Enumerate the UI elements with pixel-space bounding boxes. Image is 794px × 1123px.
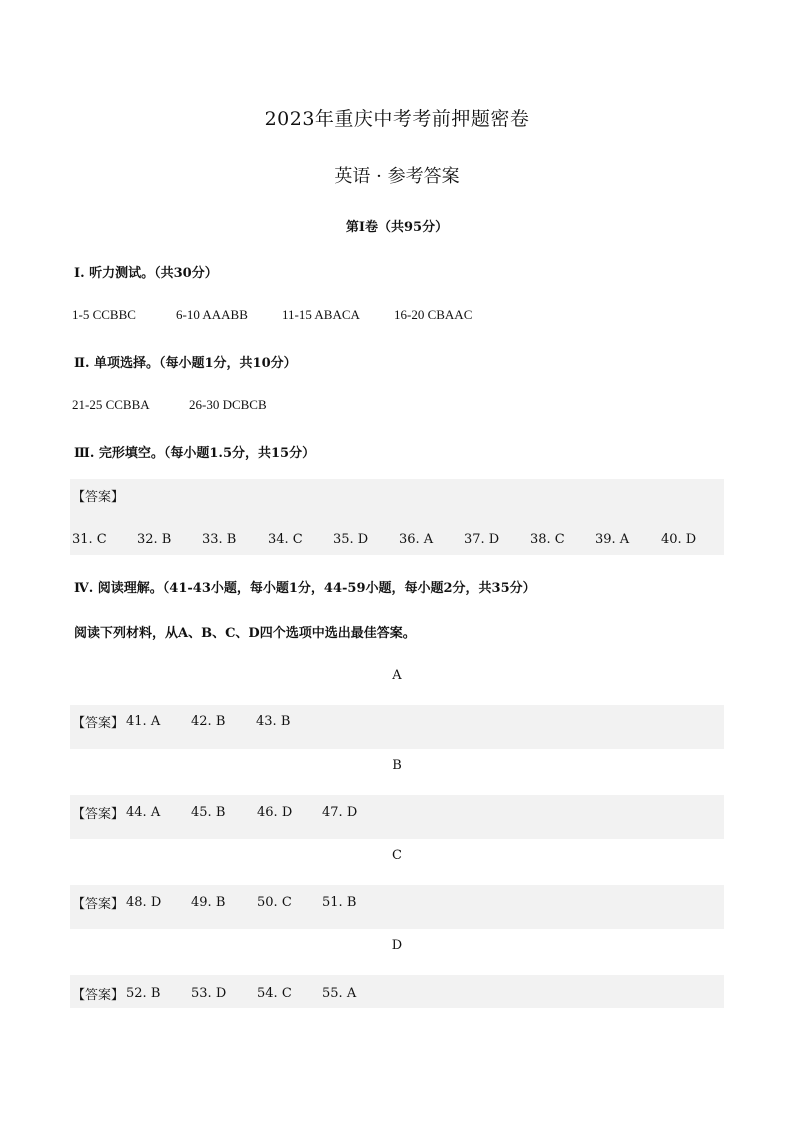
reading-answer: 53. D — [191, 986, 227, 1001]
reading-answer: 44. A — [126, 805, 161, 820]
single-choice-heading: Ⅱ. 单项选择。（每小题1分，共10分） — [74, 356, 297, 371]
reading-answer: 46. D — [257, 805, 293, 820]
single-choice-answers — [72, 397, 267, 413]
cloze-heading: Ⅲ. 完形填空。（每小题1.5分，共15分） — [74, 446, 316, 461]
cloze-answer: 35. D — [333, 532, 369, 547]
volume-label: 第Ⅰ卷（共95分） — [345, 220, 449, 235]
reading-answer: 43. B — [256, 714, 291, 729]
listening-answers — [72, 307, 472, 323]
reading-answer: 49. B — [191, 895, 226, 910]
document-title: 2023年重庆中考考前押题密卷 — [264, 108, 530, 130]
answer-tag: 【答案】 — [72, 807, 125, 822]
reading-answer: 41. A — [126, 714, 161, 729]
reading-answer: 42. B — [191, 714, 226, 729]
passage-c-answers — [72, 893, 356, 912]
document-subtitle: 英语 · 参考答案 — [334, 166, 460, 187]
answer-tag: 【答案】 — [72, 988, 125, 1003]
passage-b-answers — [72, 803, 357, 822]
cloze-answer: 40. D — [661, 532, 697, 547]
cloze-answer: 34. C — [268, 532, 303, 547]
answer-tag: 【答案】 — [72, 716, 125, 731]
answer-tag: 【答案】 — [72, 490, 125, 505]
reading-heading: Ⅳ. 阅读理解。（41-43小题，每小题1分，44-59小题，每小题2分，共35分） — [74, 581, 536, 596]
passage-d-answers — [72, 984, 356, 1003]
passage-a-answers — [72, 712, 290, 731]
cloze-answer: 33. B — [202, 532, 237, 547]
cloze-answer-tag — [72, 486, 126, 505]
cloze-answers — [72, 532, 696, 547]
cloze-answer: 36. A — [399, 532, 434, 547]
reading-instruction: 阅读下列材料，从A、B、C、D四个选项中选出最佳答案。 — [74, 626, 416, 641]
cloze-answer: 37. D — [464, 532, 500, 547]
reading-answer: 54. C — [257, 986, 292, 1001]
reading-answer: 51. B — [322, 895, 357, 910]
single-choice-answer-group: 26-30 DCBCB — [189, 397, 267, 412]
listening-heading: Ⅰ. 听力测试。（共30分） — [74, 266, 218, 281]
passage-letter-d: D — [391, 938, 403, 953]
reading-answer: 55. A — [322, 986, 357, 1001]
listening-answer-group: 6-10 AAABB — [176, 307, 248, 322]
reading-answer: 50. C — [257, 895, 292, 910]
listening-answer-group: 11-15 ABACA — [282, 307, 360, 322]
listening-answer-group: 1-5 CCBBC — [72, 307, 136, 322]
reading-answer: 45. B — [191, 805, 226, 820]
passage-letter-c: C — [392, 848, 402, 863]
passage-letter-b: B — [392, 758, 402, 773]
single-choice-answer-group: 21-25 CCBBA — [72, 397, 150, 412]
reading-answer: 48. D — [126, 895, 162, 910]
cloze-answer: 38. C — [530, 532, 565, 547]
reading-answer: 47. D — [322, 805, 358, 820]
cloze-answer: 32. B — [137, 532, 172, 547]
listening-answer-group: 16-20 CBAAC — [394, 307, 473, 322]
cloze-answer: 39. A — [595, 532, 630, 547]
passage-letter-a: A — [392, 668, 402, 683]
cloze-answer: 31. C — [72, 532, 107, 547]
reading-answer: 52. B — [126, 986, 161, 1001]
answer-tag: 【答案】 — [72, 897, 125, 912]
